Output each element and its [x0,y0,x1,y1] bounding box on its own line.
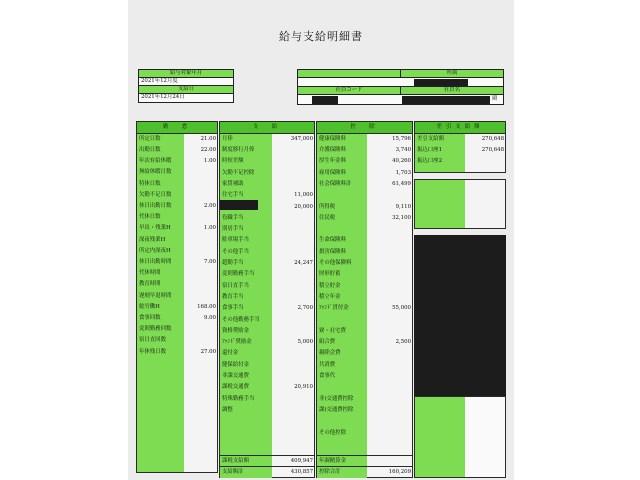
attendance-row [137,336,217,347]
attendance-row [137,268,217,279]
dept-label-filler [298,70,400,78]
honorific: 殿 [492,95,498,102]
attendance-value [184,280,217,291]
payment-row [220,247,314,258]
payment-value: 347,000 [290,135,313,142]
attendance-header: 勤 怠 [137,122,217,134]
attendance-value [184,235,217,246]
attendance-row [137,291,217,302]
deduction-label [317,224,367,235]
year-end-adjustment-row: 年調精算金 [317,455,412,467]
attendance-value: 22.00 [200,146,216,153]
attendance-value [184,291,217,302]
attendance-row [137,313,217,324]
payment-label: 教育手当 [220,292,272,303]
payment-label: 超勤手当 [220,258,272,269]
payment-row [220,394,314,405]
deduction-label [317,383,367,394]
attendance-label: 教育時間 [137,280,184,291]
deduction-label: 財形貯蓄 [317,270,367,281]
employee-info-box [297,69,504,105]
payment-label: 駐車場手当 [220,236,272,247]
deduction-value [367,360,412,371]
deduction-row [317,337,412,348]
attendance-row [137,179,217,190]
redacted-dept [414,79,468,86]
deduction-row [317,383,412,394]
attendance-row [137,347,217,358]
payment-value: 2,700 [297,305,313,312]
deduction-row [317,236,412,247]
net-extra-box [414,179,506,229]
payment-row [220,213,314,224]
deduction-row [317,315,412,326]
deduction-value [367,371,412,382]
payment-label: 非課交通費 [220,371,272,382]
dept-label: 所属 [400,70,503,78]
attendance-row [137,224,217,235]
deduction-label: 非)交通費控除 [317,394,367,405]
payment-row [220,281,314,292]
deduction-value: 1,703 [395,169,411,176]
payment-label: 制度移行月俸 [220,145,272,156]
deduction-value [367,236,412,247]
attendance-label: 早出・残業H [137,224,184,235]
attendance-value: 1.00 [203,158,216,165]
attendance-row [137,168,217,179]
attendance-value: 1.00 [203,225,216,232]
payment-value [272,168,314,179]
dept-value [298,78,503,87]
payment-row [220,224,314,235]
deduction-label: 損害保険料 [317,247,367,258]
attendance-row [137,246,217,257]
payment-row [220,258,314,269]
deduction-value: 2,500 [395,339,411,346]
deduction-label [317,417,367,428]
payment-value [272,179,314,190]
payment-value [272,371,314,382]
attendance-label: 年次有給休暇 [137,156,184,167]
deduction-row [317,304,412,315]
deduction-label: 雇用保険料 [317,168,367,179]
emp-code-label: 社員コード [298,87,400,95]
deduction-row [317,360,412,371]
attendance-label: 出勤日数 [137,145,184,156]
attendance-label: 無給休暇日数 [137,168,184,179]
net-pay-label: 差引支給額 [415,134,465,145]
attendance-label: 宿日直回数 [137,336,184,347]
payment-value [272,157,314,168]
payment-value [272,394,314,405]
deduction-row [317,428,412,439]
attendance-label: 所定内深夜H [137,246,184,257]
payment-label: 食事手当 [220,304,272,315]
deduction-row [317,213,412,224]
attendance-row [137,134,217,145]
payment-value: 20,910 [294,384,313,391]
deduction-row [317,326,412,337]
payment-value: 20,000 [294,203,313,210]
net-pay-header: 差引支給額 [415,122,505,134]
net-pay-row [415,145,505,156]
deduction-value [367,191,412,202]
payment-value [272,292,314,303]
attendance-section [136,121,218,473]
payment-row [220,145,314,156]
period-label: 給与対象年月 [139,70,233,78]
payment-label: 健保給付金 [220,360,272,371]
deduction-row [317,191,412,202]
deductions-section [316,121,413,478]
deduction-row [317,247,412,258]
payment-row [220,270,314,281]
deduction-row [317,202,412,213]
deduction-value [367,405,412,416]
payment-value [272,213,314,224]
deduction-value: 32,100 [392,214,411,221]
payment-row [220,360,314,371]
payment-label: 住宅手当 [220,191,272,202]
net-pay-row [415,134,505,145]
deduction-value [367,315,412,326]
payment-row [220,179,314,190]
net-bottom-box [414,396,506,478]
deduction-label: 社会保険料計 [317,179,367,190]
payment-label: 変則勤務手当 [220,270,272,281]
redacted-emp-name [402,96,490,104]
deduction-value [367,326,412,337]
payments-header: 支 給 [220,122,314,134]
deduction-row [317,371,412,382]
payment-label: 調整 [220,405,272,416]
attendance-value [184,246,217,257]
emp-name-label: 社員名 [400,87,503,95]
deduction-value [367,281,412,292]
deduction-value: 40,260 [392,158,411,165]
payment-value [272,270,314,281]
payment-row [220,326,314,337]
payment-row [220,236,314,247]
deduction-value: 55,000 [392,305,411,312]
period-value: 2021年12月度 [139,78,233,86]
payment-label: 資格奨励金 [220,326,272,337]
attendance-value: 27.00 [200,348,216,355]
deduction-value: 15,796 [392,135,411,142]
payment-row [220,405,314,416]
redacted-emp-code [312,96,338,104]
deduction-value [367,428,412,439]
deduction-value [367,394,412,405]
payment-label: 役職手当 [220,213,272,224]
deduction-value [367,292,412,303]
payment-value [272,349,314,360]
attendance-row [137,324,217,335]
attendance-label: 休日出勤日数 [137,201,184,212]
deduction-label: 積立年金 [317,292,367,303]
attendance-row [137,201,217,212]
deduction-value [367,383,412,394]
attendance-label: 休日出勤時間 [137,257,184,268]
deduction-total-row: 控除合計 160,209 [317,466,412,478]
payment-total-value: 430,857 [290,468,313,475]
attendance-row [137,257,217,268]
attendance-value [184,212,217,223]
payment-value [272,224,314,235]
attendance-label: 代休時間 [137,268,184,279]
payment-value [272,315,314,326]
payment-label: 家賃補助 [220,179,272,190]
attendance-value: 7.00 [203,258,216,265]
payment-row [220,157,314,168]
attendance-label: 欠勤不足日数 [137,190,184,201]
taxable-total-row: 課税支給額 409,947 [220,455,314,467]
attendance-value: 2.00 [203,202,216,209]
taxable-total-value: 409,947 [290,457,313,464]
payment-value [272,247,314,258]
payment-row [220,315,314,326]
net-pay-value: 270,648 [481,146,504,153]
attendance-value [184,168,217,179]
deduction-label: その他控除 [317,428,367,439]
net-pay-label: 振込口座2 [415,156,465,167]
attendance-value: 9.00 [203,314,216,321]
attendance-label: 総労働H [137,302,184,313]
payment-value [272,326,314,337]
deduction-label: 生命保険料 [317,236,367,247]
deduction-total-value: 160,209 [388,468,411,475]
deduction-label: 課)交通費控除 [317,405,367,416]
attendance-value [184,336,217,347]
attendance-value [184,268,217,279]
attendance-row [137,280,217,291]
deduction-label [317,191,367,202]
payment-label: 還付金 [220,349,272,360]
deduction-row [317,349,412,360]
attendance-row [137,156,217,167]
net-pay-value [465,156,505,167]
attendance-value [184,190,217,201]
deduction-row [317,168,412,179]
payment-row [220,337,314,348]
deduction-row [317,258,412,269]
payment-label: 課税交通費 [220,383,272,394]
deduction-row [317,292,412,303]
attendance-row [137,145,217,156]
deduction-label: 食事代 [317,371,367,382]
attendance-label: 所定日数 [137,134,184,145]
deduction-row [317,417,412,428]
attendance-value [184,324,217,335]
payment-value [272,281,314,292]
payments-section [219,121,315,478]
deduction-label: 共済費 [317,360,367,371]
deduction-value [367,270,412,281]
attendance-row [137,302,217,313]
attendance-value: 21.00 [200,135,216,142]
deduction-value: 3,740 [395,147,411,154]
deduction-value: 9,110 [395,203,411,210]
deduction-value [367,349,412,360]
payment-row [220,304,314,315]
payment-value: 11,000 [294,192,313,199]
deduction-label: 寮・社宅費 [317,326,367,337]
attendance-value: 168.00 [197,303,216,310]
deduction-label: 組合費 [317,337,367,348]
attendance-value [184,179,217,190]
payment-row [220,383,314,394]
attendance-label: 食事回数 [137,313,184,324]
payment-row [220,371,314,382]
deduction-row [317,394,412,405]
attendance-label: 特休日数 [137,179,184,190]
deduction-value [367,247,412,258]
deduction-label: 健康保険料 [317,134,367,145]
deduction-value [367,224,412,235]
payment-label: その他勤務手当 [220,315,272,326]
period-info-box [138,69,234,103]
deduction-label: 積立貯金 [317,281,367,292]
net-pay-value: 270,648 [481,135,504,142]
payment-label: 宿日直手当 [220,281,272,292]
deduction-label: 所得税 [317,202,367,213]
deduction-label: 厚生年金料 [317,157,367,168]
deduction-value [367,258,412,269]
payment-row [220,168,314,179]
deduction-value: 61,499 [392,180,411,187]
payment-label: 時短差額 [220,157,272,168]
payment-row [220,134,314,145]
deduction-value [367,417,412,428]
payday-label: 支給日 [139,86,233,94]
attendance-label: 年休残日数 [137,347,184,358]
net-pay-label: 振込口座1 [415,145,465,156]
deduction-row [317,134,412,145]
attendance-row [137,235,217,246]
redacted-allowance-name [220,200,258,210]
deduction-label: 介護保険料 [317,145,367,156]
deduction-label: 住民税 [317,213,367,224]
net-pay-section [414,121,506,173]
deduction-label: その他保険料 [317,258,367,269]
payment-row [220,349,314,360]
deduction-row [317,270,412,281]
deduction-label: 親睦会費 [317,349,367,360]
redacted-block [414,235,506,396]
payday-value: 2021年12月24日 [141,94,185,101]
payment-label: 別居手当 [220,224,272,235]
payment-value [272,405,314,416]
deduction-row [317,157,412,168]
attendance-label: 深夜残業H [137,235,184,246]
payment-label: その他手当 [220,247,272,258]
attendance-row [137,212,217,223]
deduction-label: ﾌｧﾝﾄﾞ貫付金 [317,304,367,315]
payment-label: 特殊勤務手当 [220,394,272,405]
deduction-row [317,179,412,190]
payment-value [272,145,314,156]
payment-row [220,292,314,303]
net-pay-row [415,156,505,167]
payment-value [272,236,314,247]
deduction-label [317,315,367,326]
deductions-header: 控 除 [317,122,412,134]
payment-total-row: 支給額計 430,857 [220,466,314,478]
payment-label: 欠勤不足控除 [220,168,272,179]
payment-value: 24,247 [294,260,313,267]
payment-value [272,360,314,371]
attendance-label: 代休日数 [137,212,184,223]
payment-label: ﾌｧﾝﾄﾞ奨励金 [220,337,272,348]
document-title: 給与支給明細書 [279,30,363,43]
payment-label: 月俸 [220,134,272,145]
payment-value: 5,000 [297,339,313,346]
deduction-row [317,405,412,416]
deduction-row [317,145,412,156]
deduction-row [317,224,412,235]
attendance-label: 変則勤務回数 [137,324,184,335]
deduction-row [317,281,412,292]
attendance-label: 遅刻早退時間 [137,291,184,302]
attendance-row [137,190,217,201]
